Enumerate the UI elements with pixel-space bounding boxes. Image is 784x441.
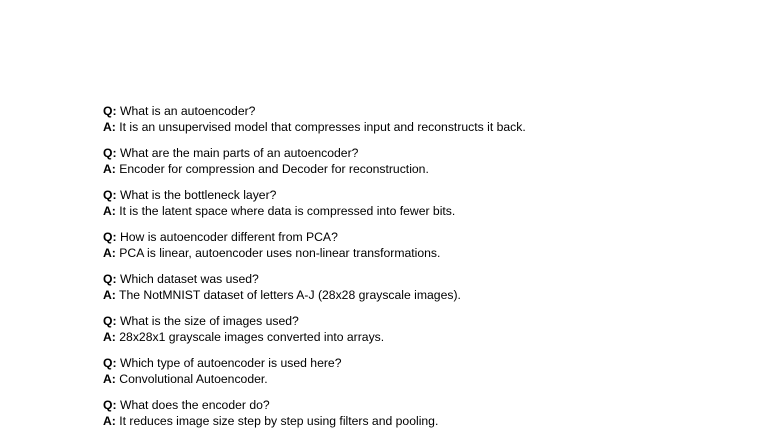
answer-prefix: A: xyxy=(103,246,116,260)
question-text: What is the size of images used? xyxy=(119,314,299,328)
answer-line xyxy=(103,413,773,429)
question-line xyxy=(103,397,773,413)
question-prefix: Q: xyxy=(103,104,117,118)
qa-item xyxy=(103,229,773,261)
answer-prefix: A: xyxy=(103,288,116,302)
answer-prefix: A: xyxy=(103,372,116,386)
question-prefix: Q: xyxy=(103,230,117,244)
qa-list xyxy=(103,103,773,439)
question-line xyxy=(103,271,773,287)
answer-line xyxy=(103,119,773,135)
answer-text: Encoder for compression and Decoder for reconstruction. xyxy=(119,162,429,176)
answer-prefix: A: xyxy=(103,120,116,134)
answer-text: It is the latent space where data is compressed into fewer bits. xyxy=(119,204,456,218)
question-text: What does the encoder do? xyxy=(119,398,270,412)
answer-text: It reduces image size step by step using filters and pooling. xyxy=(119,414,439,428)
answer-line xyxy=(103,371,773,387)
question-line xyxy=(103,145,773,161)
question-text: What is the bottleneck layer? xyxy=(119,188,277,202)
qa-item xyxy=(103,145,773,177)
question-text: What are the main parts of an autoencoder? xyxy=(119,146,359,160)
qa-item xyxy=(103,313,773,345)
answer-line xyxy=(103,245,773,261)
question-prefix: Q: xyxy=(103,188,117,202)
answer-prefix: A: xyxy=(103,204,116,218)
qa-item xyxy=(103,103,773,135)
answer-text: It is an unsupervised model that compresses input and reconstructs it back. xyxy=(119,120,526,134)
question-text: Which dataset was used? xyxy=(119,272,259,286)
question-prefix: Q: xyxy=(103,314,117,328)
question-line xyxy=(103,313,773,329)
answer-text: The NotMNIST dataset of letters A-J (28x28 grayscale images). xyxy=(119,288,461,302)
question-line xyxy=(103,187,773,203)
question-text: What is an autoencoder? xyxy=(119,104,256,118)
question-text: How is autoencoder different from PCA? xyxy=(119,230,338,244)
question-line xyxy=(103,103,773,119)
qa-item xyxy=(103,271,773,303)
question-prefix: Q: xyxy=(103,146,117,160)
answer-line xyxy=(103,161,773,177)
answer-text: PCA is linear, autoencoder uses non-linear transformations. xyxy=(119,246,441,260)
question-line xyxy=(103,355,773,371)
answer-prefix: A: xyxy=(103,162,116,176)
answer-text: Convolutional Autoencoder. xyxy=(119,372,268,386)
question-prefix: Q: xyxy=(103,398,117,412)
answer-text: 28x28x1 grayscale images converted into arrays. xyxy=(119,330,385,344)
qa-item xyxy=(103,187,773,219)
answer-line xyxy=(103,287,773,303)
question-prefix: Q: xyxy=(103,356,117,370)
answer-line xyxy=(103,329,773,345)
question-prefix: Q: xyxy=(103,272,117,286)
qa-item xyxy=(103,355,773,387)
qa-item xyxy=(103,397,773,429)
answer-line xyxy=(103,203,773,219)
question-line xyxy=(103,229,773,245)
question-text: Which type of autoencoder is used here? xyxy=(119,356,342,370)
answer-prefix: A: xyxy=(103,330,116,344)
answer-prefix: A: xyxy=(103,414,116,428)
